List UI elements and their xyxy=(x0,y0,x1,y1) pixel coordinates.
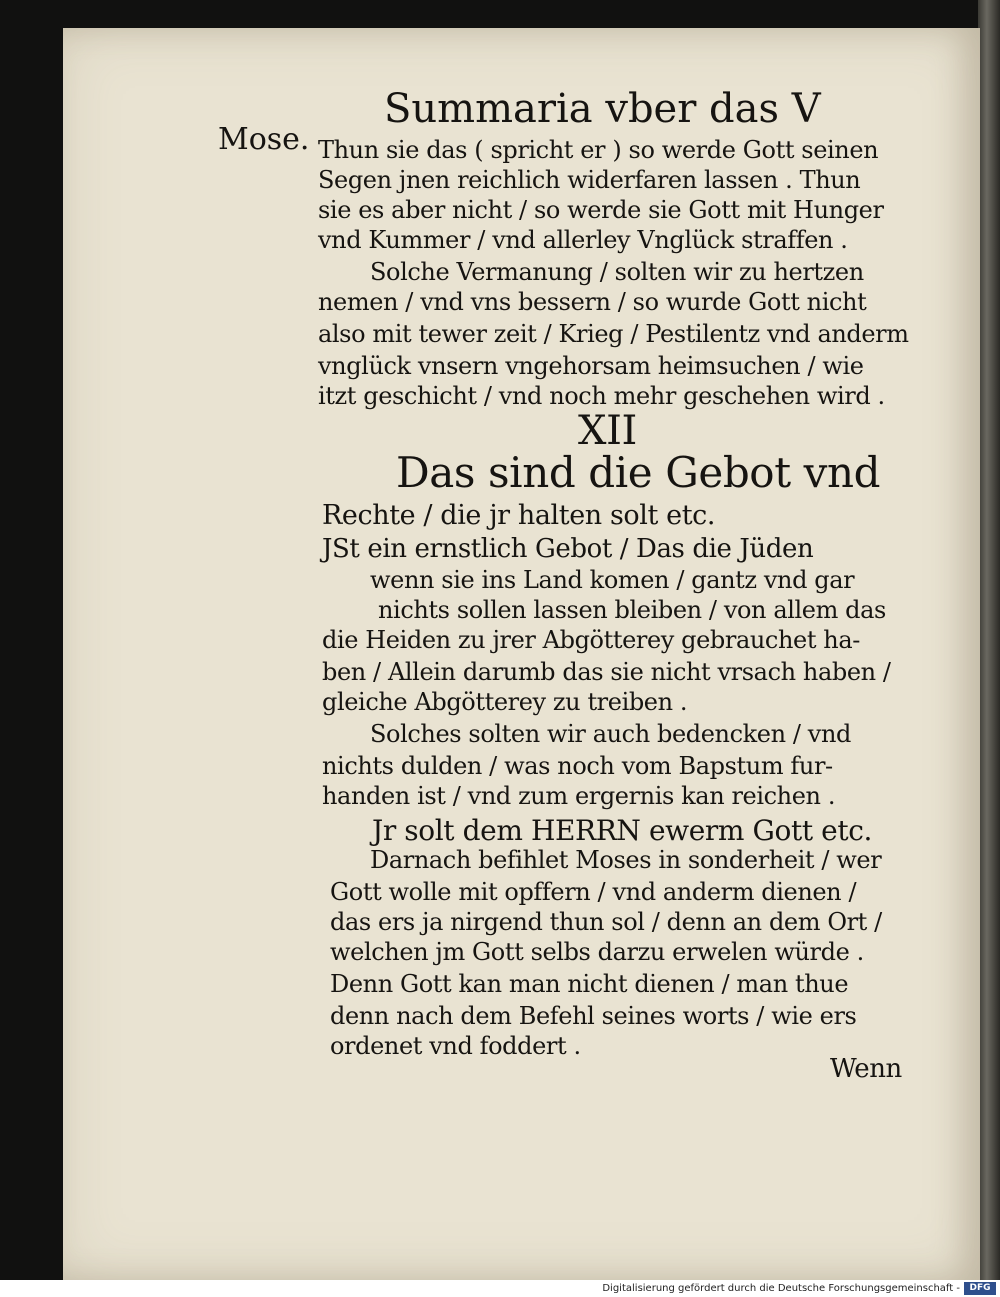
text-line: denn nach dem Befehl seines worts / wie ers xyxy=(330,1002,857,1030)
text-line: ordenet vnd foddert . xyxy=(330,1032,581,1060)
running-head: Summaria vber das V xyxy=(384,86,821,132)
book-edge xyxy=(978,0,1000,1280)
text-line: Solche Vermanung / solten wir zu hertzen xyxy=(370,258,864,286)
text-line: Gott wolle mit opffern / vnd anderm dienen / xyxy=(330,878,857,906)
text-line: vnglück vnsern vngehorsam heimsuchen / wie xyxy=(318,352,864,380)
text-line: wenn sie ins Land komen / gantz vnd gar xyxy=(370,566,855,594)
margin-note: Mose. xyxy=(218,122,310,157)
text-line: sie es aber nicht / so werde sie Gott mit Hunger xyxy=(318,196,884,224)
text-line: ben / Allein darumb das sie nicht vrsach haben / xyxy=(322,658,891,686)
text-line: welchen jm Gott selbs darzu erwelen würde . xyxy=(330,938,864,966)
text-line: das ers ja nirgend thun sol / denn an dem Ort / xyxy=(330,908,882,936)
text-line: Darnach befihlet Moses in sonderheit / wer xyxy=(370,846,882,874)
text-line: handen ist / vnd zum ergernis kan reichen . xyxy=(322,782,836,810)
text-line: vnd Kummer / vnd allerley Vnglück straffen . xyxy=(318,226,848,254)
text-line: JSt ein ernstlich Gebot / Das die Jüden xyxy=(322,534,814,564)
footer-bar xyxy=(0,1280,1000,1297)
dfg-credit: Digitalisierung gefördert durch die Deutsche Forschungsgemeinschaft - xyxy=(602,1283,960,1294)
text-line: gleiche Abgötterey zu treiben . xyxy=(322,688,688,716)
text-line: Solches solten wir auch bedencken / vnd xyxy=(370,720,851,748)
text-line: Denn Gott kan man nicht dienen / man thue xyxy=(330,970,849,998)
chapter-subtitle: Rechte / die jr halten solt etc. xyxy=(322,500,716,531)
catchword: Wenn xyxy=(830,1054,902,1084)
text-line: Thun sie das ( spricht er ) so werde Gott seinen xyxy=(318,136,879,164)
chapter-number: XII xyxy=(578,408,637,454)
text-line: itzt geschicht / vnd noch mehr geschehen wird . xyxy=(318,382,885,410)
text-line: nichts sollen lassen bleiben / von allem das xyxy=(378,596,886,624)
dfg-logo: DFG xyxy=(964,1282,996,1295)
text-line: nichts dulden / was noch vom Bapstum fur- xyxy=(322,752,833,780)
chapter-title: Das sind die Gebot vnd xyxy=(396,448,881,497)
text-line: die Heiden zu jrer Abgötterey gebrauchet ha- xyxy=(322,626,860,654)
text-line: nemen / vnd vns bessern / so wurde Gott nicht xyxy=(318,288,867,316)
text-line: Segen jnen reichlich widerfaren lassen . Thun xyxy=(318,166,861,194)
text-line: also mit tewer zeit / Krieg / Pestilentz vnd anderm xyxy=(318,320,909,348)
verse-heading: Jr solt dem HERRN ewerm Gott etc. xyxy=(372,814,872,847)
